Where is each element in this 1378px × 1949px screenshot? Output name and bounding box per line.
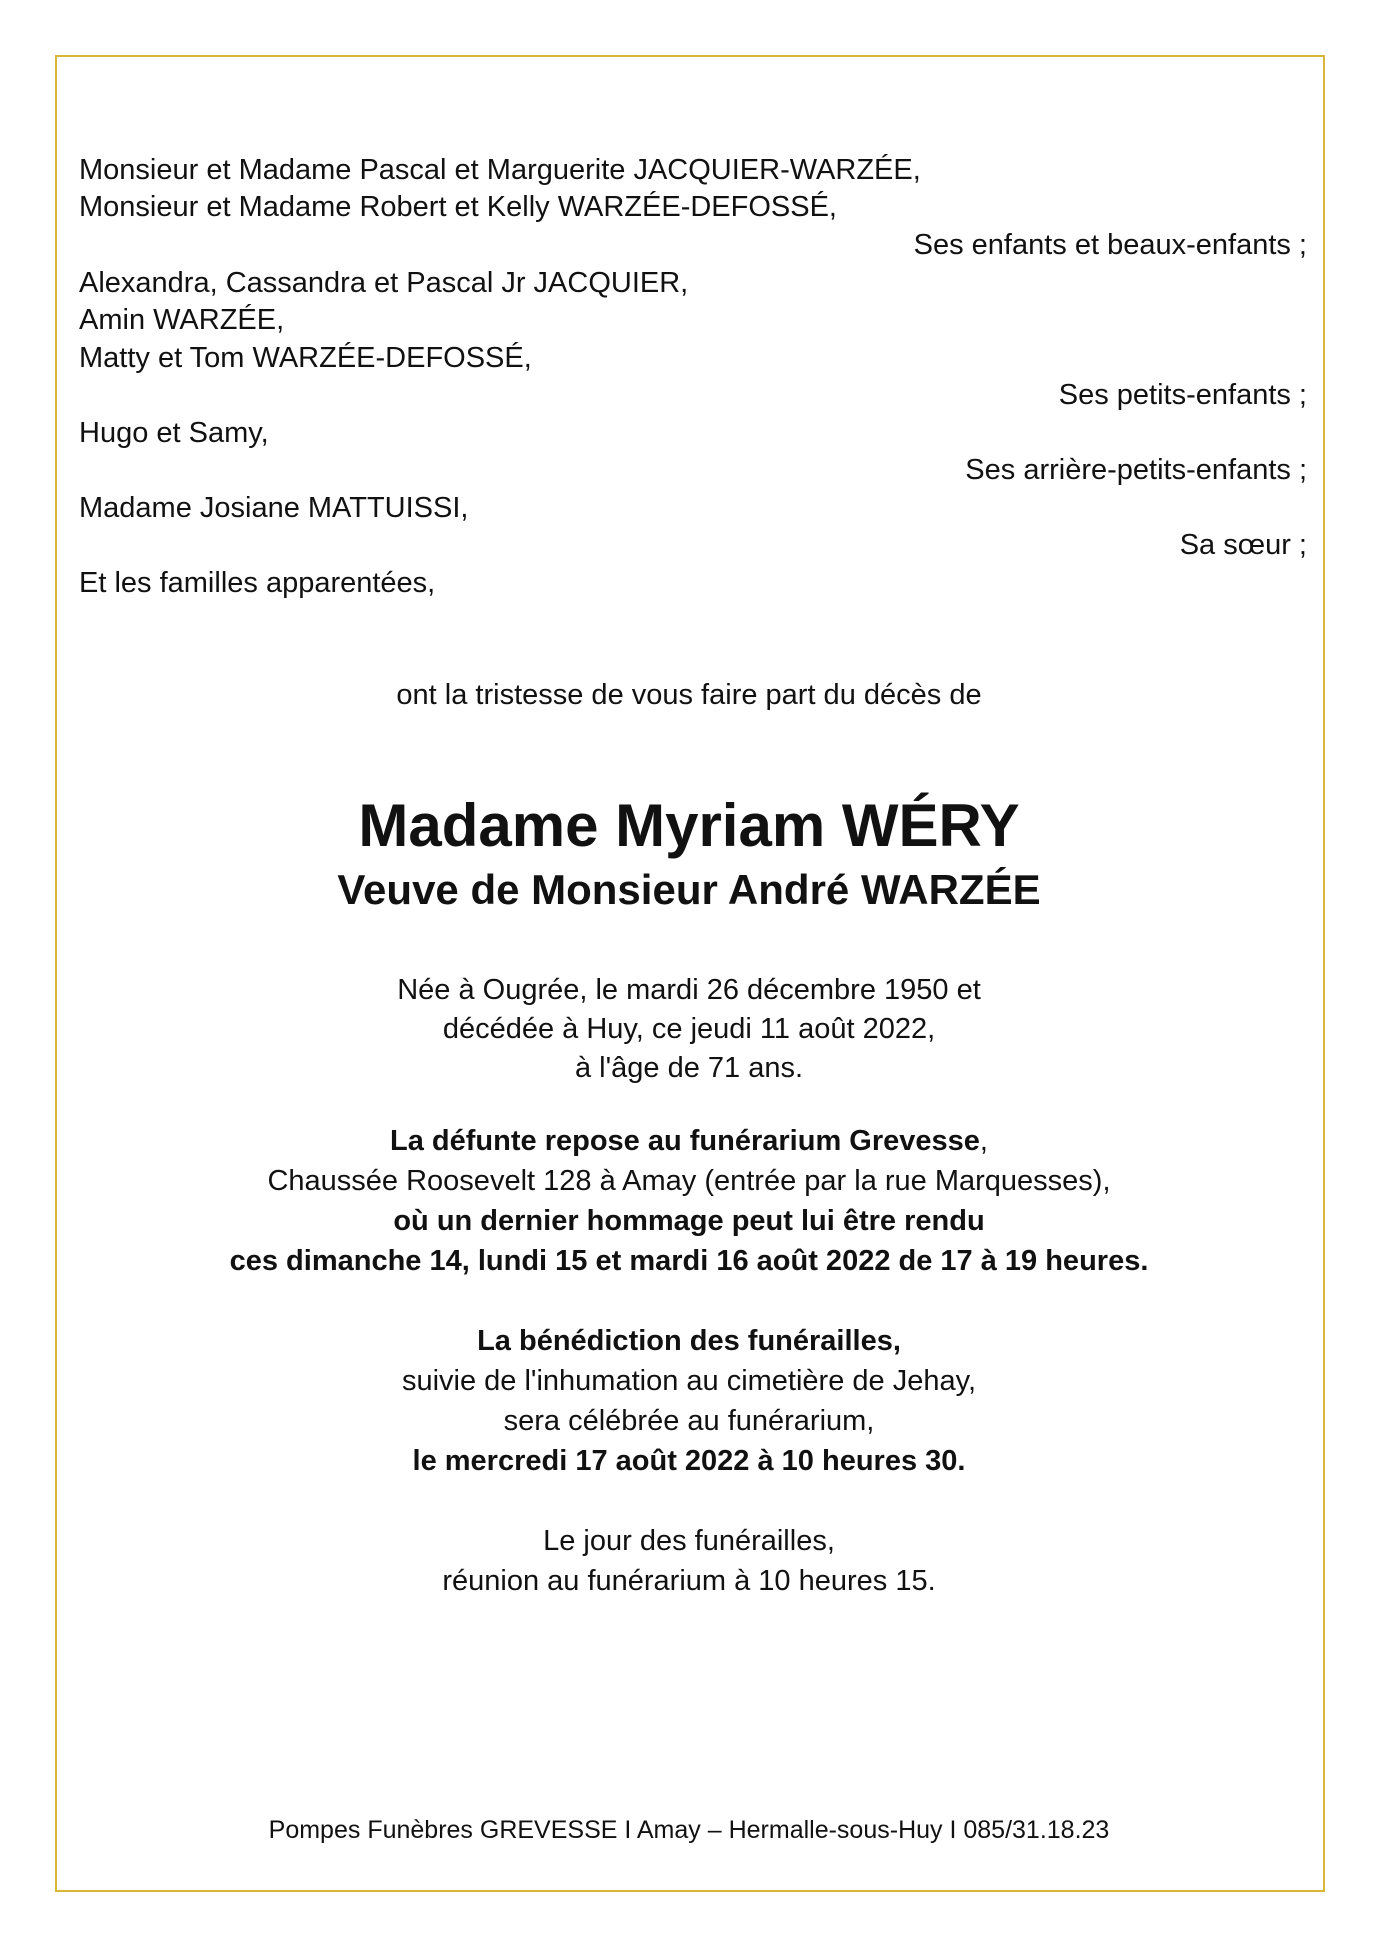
ceremony-line-3: sera célébrée au funérarium, bbox=[503, 1405, 875, 1437]
meeting-line-1: Le jour des funérailles, bbox=[543, 1525, 835, 1557]
ceremony-line-4: le mercredi 17 août 2022 à 10 heures 30. bbox=[412, 1445, 966, 1477]
dates-line-3: à l'âge de 71 ans. bbox=[574, 1052, 804, 1084]
dates-line-1: Née à Ougrée, le mardi 26 décembre 1950 et bbox=[397, 974, 981, 1006]
family-grandchildren-label: Ses petits-enfants ; bbox=[1058, 379, 1307, 411]
viewing-line-1-rest: , bbox=[979, 1125, 988, 1157]
announcement-text: ont la tristesse de vous faire part du décès de bbox=[396, 679, 982, 711]
deceased-name: Madame Myriam WÉRY bbox=[358, 792, 1020, 859]
family-children-label: Ses enfants et beaux-enfants ; bbox=[913, 229, 1307, 261]
family-great-grandchildren-label: Ses arrière-petits-enfants ; bbox=[965, 454, 1307, 486]
family-sister-line-1: Madame Josiane MATTUISSI, bbox=[79, 492, 469, 524]
family-grandchildren-line-3: Matty et Tom WARZÉE-DEFOSSÉ, bbox=[79, 342, 532, 374]
family-great-grandchildren-line-1: Hugo et Samy, bbox=[79, 417, 269, 449]
viewing-line-1 bbox=[0, 1123, 1378, 1159]
meeting-line-2: réunion au funérarium à 10 heures 15. bbox=[442, 1565, 936, 1597]
family-children-line-1: Monsieur et Madame Pascal et Marguerite JACQUIER-WARZÉE, bbox=[79, 154, 921, 186]
viewing-line-4: ces dimanche 14, lundi 15 et mardi 16 août 2022 de 17 à 19 heures. bbox=[229, 1245, 1149, 1277]
dates-line-2: décédée à Huy, ce jeudi 11 août 2022, bbox=[442, 1013, 936, 1045]
footer-funeral-home: Pompes Funèbres GREVESSE I Amay – Hermalle-sous-Huy I 085/31.18.23 bbox=[268, 1816, 1110, 1844]
ceremony-line-1: La bénédiction des funérailles, bbox=[477, 1325, 901, 1357]
viewing-line-2: Chaussée Roosevelt 128 à Amay (entrée par la rue Marquesses), bbox=[267, 1165, 1111, 1197]
ceremony-line-2: suivie de l'inhumation au cimetière de Jehay, bbox=[401, 1365, 977, 1397]
family-grandchildren-line-1: Alexandra, Cassandra et Pascal Jr JACQUIER, bbox=[79, 267, 689, 299]
family-sister-label: Sa sœur ; bbox=[1179, 529, 1307, 561]
viewing-line-3: où un dernier hommage peut lui être rendu bbox=[393, 1205, 985, 1237]
viewing-line-1-bold: La défunte repose au funérarium Grevesse bbox=[390, 1125, 980, 1157]
family-relatives: Et les familles apparentées, bbox=[79, 567, 436, 599]
family-children-line-2: Monsieur et Madame Robert et Kelly WARZÉE-DEFOSSÉ, bbox=[79, 191, 837, 223]
family-grandchildren-line-2: Amin WARZÉE, bbox=[79, 304, 285, 336]
deceased-subtitle: Veuve de Monsieur André WARZÉE bbox=[337, 866, 1041, 913]
